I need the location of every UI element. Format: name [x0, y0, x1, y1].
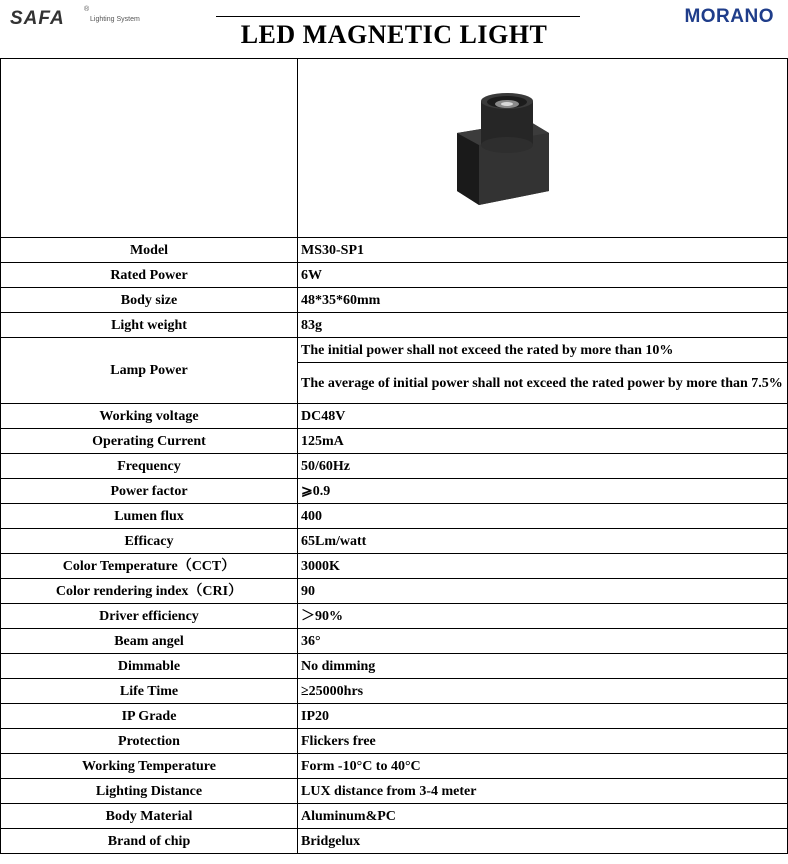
- spec-value: DC48V: [298, 404, 788, 429]
- spec-value-1: The initial power shall not exceed the rated by more than 10%: [298, 338, 788, 363]
- spec-label: Dimmable: [1, 654, 298, 679]
- spec-value: 48*35*60mm: [298, 288, 788, 313]
- spec-row-dimmable: [1, 654, 788, 679]
- spec-row-driver-efficiency: [1, 604, 788, 629]
- spec-label: Power factor: [1, 479, 298, 504]
- spec-row-efficacy: [1, 529, 788, 554]
- morano-logo: [684, 6, 774, 28]
- spec-label: Operating Current: [1, 429, 298, 454]
- spec-label: Color rendering index（CRI）: [1, 579, 298, 604]
- spec-value: Form -10°C to 40°C: [298, 754, 788, 779]
- spec-label: IP Grade: [1, 704, 298, 729]
- spec-label: Efficacy: [1, 529, 298, 554]
- spec-value: 6W: [298, 263, 788, 288]
- morano-logo-word: MORANO: [684, 6, 774, 27]
- spec-label: Lumen flux: [1, 504, 298, 529]
- spec-value: 65Lm/watt: [298, 529, 788, 554]
- spec-label: Life Time: [1, 679, 298, 704]
- spec-row-lamp-power: [1, 338, 788, 363]
- spec-label: Driver efficiency: [1, 604, 298, 629]
- spec-label: Body size: [1, 288, 298, 313]
- spec-label: Lighting Distance: [1, 779, 298, 804]
- spec-label: Frequency: [1, 454, 298, 479]
- spec-value: Aluminum&PC: [298, 804, 788, 829]
- spec-row-body-size: [1, 288, 788, 313]
- spec-row-model: [1, 238, 788, 263]
- spec-row-cct: [1, 554, 788, 579]
- spec-row-beam-angel: [1, 629, 788, 654]
- spec-table: [0, 58, 788, 854]
- spec-label: Working Temperature: [1, 754, 298, 779]
- spec-label: Color Temperature（CCT）: [1, 554, 298, 579]
- spec-value-2: The average of initial power shall not exceed the rated power by more than 7.5%: [298, 363, 788, 404]
- spec-value: 3000K: [298, 554, 788, 579]
- spec-value: 400: [298, 504, 788, 529]
- spec-label: Working voltage: [1, 404, 298, 429]
- spec-label: Body Material: [1, 804, 298, 829]
- spec-row-lighting-distance: [1, 779, 788, 804]
- spec-value: ≥25000hrs: [298, 679, 788, 704]
- spec-value: Flickers free: [298, 729, 788, 754]
- spec-value: 83g: [298, 313, 788, 338]
- spec-value: 50/60Hz: [298, 454, 788, 479]
- product-image: [449, 93, 559, 213]
- spec-label: Lamp Power: [1, 338, 298, 404]
- spec-row-cri: [1, 579, 788, 604]
- spec-value: ⩾0.9: [298, 479, 788, 504]
- spec-row-protection: [1, 729, 788, 754]
- image-row: [1, 59, 788, 238]
- spec-value: LUX distance from 3-4 meter: [298, 779, 788, 804]
- safa-logo-registered: ®: [84, 6, 90, 13]
- spec-row-working-voltage: [1, 404, 788, 429]
- spec-row-rated-power: [1, 263, 788, 288]
- page-title: LED MAGNETIC LIGHT: [240, 20, 548, 49]
- spec-value: 36°: [298, 629, 788, 654]
- spec-row-ip-grade: [1, 704, 788, 729]
- spec-value: 90: [298, 579, 788, 604]
- spec-value: 125mA: [298, 429, 788, 454]
- spec-label: Protection: [1, 729, 298, 754]
- spec-value: MS30-SP1: [298, 238, 788, 263]
- product-image-cell: [298, 59, 788, 238]
- page-header: [0, 0, 788, 58]
- spec-label: Light weight: [1, 313, 298, 338]
- spec-row-life-time: [1, 679, 788, 704]
- spec-row-light-weight: [1, 313, 788, 338]
- spec-row-lumen-flux: [1, 504, 788, 529]
- spec-value: Bridgelux: [298, 829, 788, 854]
- safa-logo-word: SAFA: [10, 8, 65, 29]
- spec-row-frequency: [1, 454, 788, 479]
- spec-value: No dimming: [298, 654, 788, 679]
- spec-label: Beam angel: [1, 629, 298, 654]
- spec-value: ＞90%: [298, 604, 788, 629]
- spec-row-power-factor: [1, 479, 788, 504]
- safa-logo-subtitle: Lighting System: [90, 16, 140, 23]
- spec-value: IP20: [298, 704, 788, 729]
- image-row-label-cell: [1, 59, 298, 238]
- spec-label: Model: [1, 238, 298, 263]
- spec-row-operating-current: [1, 429, 788, 454]
- spec-label: Brand of chip: [1, 829, 298, 854]
- spec-row-brand-of-chip: [1, 829, 788, 854]
- title-rule: [216, 16, 580, 17]
- spec-label: Rated Power: [1, 263, 298, 288]
- spec-row-body-material: [1, 804, 788, 829]
- spec-row-working-temperature: [1, 754, 788, 779]
